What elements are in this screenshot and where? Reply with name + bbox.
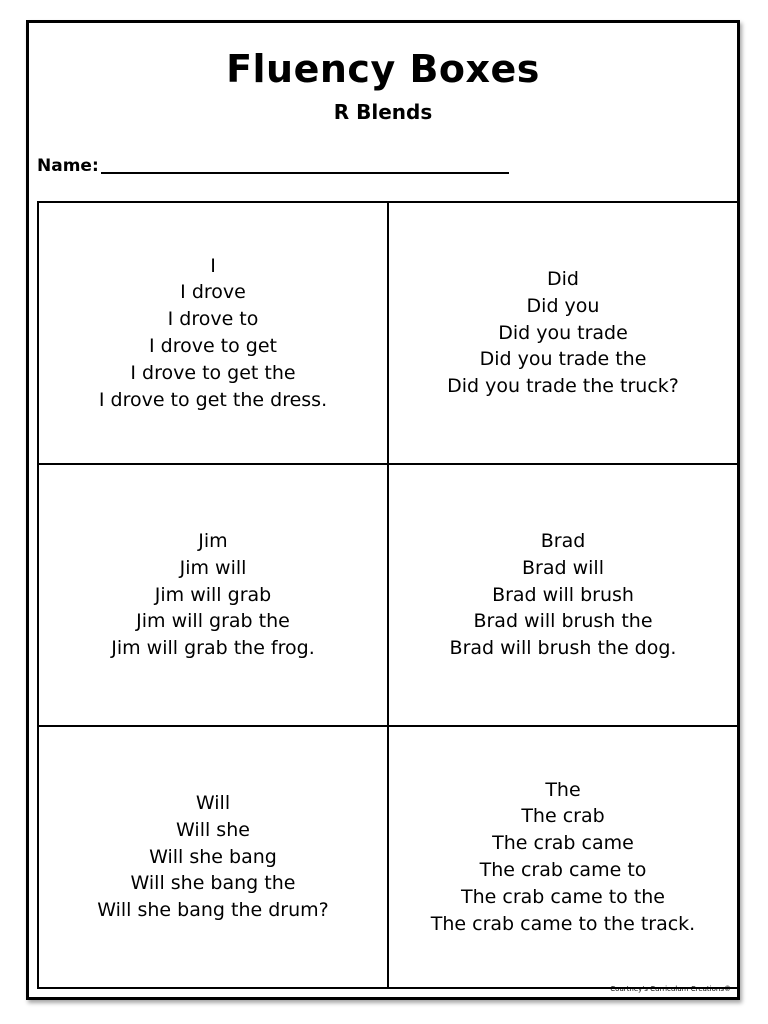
- worksheet-page: [26, 20, 740, 1000]
- fluency-box-2: [388, 202, 738, 464]
- fluency-line: I drove to get: [148, 335, 277, 357]
- fluency-line: The crab came: [492, 832, 634, 855]
- fluency-box-3: [38, 464, 388, 726]
- fluency-line: Did you trade the: [479, 348, 647, 371]
- fluency-line: The crab: [521, 805, 605, 828]
- name-write-line[interactable]: [101, 172, 509, 174]
- fluency-line: Did you trade: [498, 321, 628, 344]
- fluency-line: I drove to get the dress.: [98, 388, 328, 411]
- fluency-line: Will she bang the drum?: [97, 899, 329, 922]
- fluency-line: The crab came to the: [461, 885, 665, 908]
- fluency-line: Will she bang the: [130, 872, 296, 895]
- fluency-box-6: [388, 726, 738, 988]
- fluency-line: Brad will: [522, 556, 604, 579]
- fluency-line: The crab came to the track.: [430, 912, 696, 935]
- fluency-line: I drove to: [167, 308, 259, 331]
- fluency-box-1: [38, 202, 388, 464]
- page-subtitle: R Blends: [333, 100, 433, 124]
- page-title: Fluency Boxes: [226, 47, 540, 91]
- fluency-line: Will: [195, 792, 231, 814]
- fluency-box-5: [38, 726, 388, 988]
- fluency-grid: [37, 201, 739, 989]
- fluency-line: Brad will brush: [492, 583, 634, 606]
- fluency-line: Jim will: [179, 556, 247, 579]
- fluency-line: The: [545, 778, 581, 801]
- fluency-line: Brad will brush the: [473, 610, 653, 633]
- name-field-row: [37, 155, 509, 177]
- fluency-line: Jim will grab the frog.: [111, 637, 315, 660]
- fluency-line: Did: [547, 268, 579, 290]
- fluency-line: The crab came to: [479, 859, 647, 881]
- fluency-line: Brad will brush the dog.: [449, 637, 677, 660]
- fluency-line: Brad: [540, 530, 586, 552]
- fluency-line: Will she bang: [149, 845, 277, 868]
- fluency-line: I drove to get the: [130, 361, 296, 384]
- fluency-line: Will she: [176, 818, 250, 841]
- name-label: Name:: [37, 156, 99, 176]
- fluency-line: Did you: [526, 294, 600, 317]
- copyright-footer: Courtney's Curriculum Creations©: [610, 985, 731, 993]
- fluency-line: I: [210, 254, 216, 277]
- fluency-line: Jim will grab the: [136, 610, 290, 633]
- fluency-line: Jim will grab: [154, 583, 272, 606]
- fluency-line: I drove: [180, 281, 246, 304]
- fluency-box-4: [388, 464, 738, 726]
- fluency-line: Jim: [198, 530, 228, 552]
- fluency-line: Did you trade the truck?: [447, 375, 679, 398]
